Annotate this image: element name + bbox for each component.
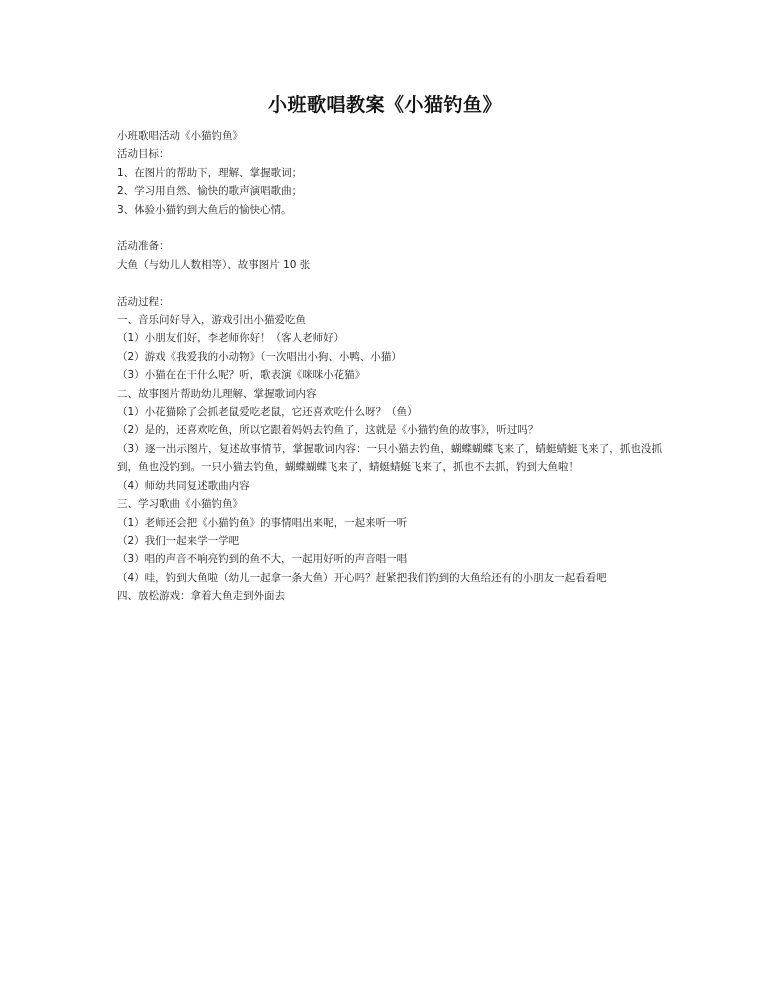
paragraph-spacer <box>117 274 662 292</box>
process-step: （3）唱的声音不响亮钓到的鱼不大，一起用好听的声音唱一唱 <box>117 553 408 566</box>
process-step: （1）小朋友们好，李老师你好！（客人老师好） <box>117 332 345 345</box>
process-step: （3）逐一出示图片，复述故事情节，掌握歌词内容：一只小猫去钓鱼，蝴蝶蝴蝶飞来了，蜻蜓蜻蜓飞来了，抓也没抓到，鱼也没钓到。一只小猫去钓鱼，蝴蝶蝴蝶飞来了，蜻蜓蜻蜓飞来了，抓也不去抓，钓到大鱼啦！ <box>117 442 662 474</box>
goal-item: 1、在图片的帮助下，理解、掌握歌词； <box>117 166 303 179</box>
process-step: （4）师幼共同复述歌曲内容 <box>117 479 250 492</box>
document-body <box>117 127 662 606</box>
process-step: （1）小花猫除了会抓老鼠爱吃老鼠，它还喜欢吃什么呀？（鱼） <box>117 406 418 419</box>
preparation-text: 大鱼（与幼儿人数相等）、故事图片 10 张 <box>117 258 311 271</box>
process-step: （2）游戏《我爱我的小动物》（一次唱出小狗、小鸭、小猫） <box>117 350 402 363</box>
process-step: （1）老师还会把《小猫钓鱼》的事情唱出来呢，一起来听一听 <box>117 516 408 529</box>
process-heading: 活动过程： <box>117 295 170 308</box>
paragraph-spacer <box>117 219 662 237</box>
goal-item: 3、体验小猫钓到大鱼后的愉快心情。 <box>117 203 292 216</box>
process-step: （2）是的，还喜欢吃鱼，所以它跟着妈妈去钓鱼了，这就是《小猫钓鱼的故事》，听过吗？ <box>117 424 539 437</box>
goals-heading: 活动目标： <box>117 148 170 161</box>
process-step: （2）我们一起来学一学吧 <box>117 534 240 547</box>
process-section-heading: 一、音乐问好导入，游戏引出小猫爱吃鱼 <box>117 314 306 327</box>
preparation-heading: 活动准备： <box>117 240 170 253</box>
page-title: 小班歌唱教案《小猫钓鱼》 <box>267 94 502 116</box>
process-step: （3）小猫在在干什么呢？听，歌表演《咪咪小花猫》 <box>117 369 366 382</box>
goal-item: 2、学习用自然、愉快的歌声演唱歌曲； <box>117 185 303 198</box>
process-section-heading: 三、学习歌曲《小猫钓鱼》 <box>117 498 243 511</box>
subtitle: 小班歌唱活动《小猫钓鱼》 <box>117 130 243 142</box>
process-section-heading: 四、放松游戏：拿着大鱼走到外面去 <box>117 590 285 603</box>
process-section-heading: 二、故事图片帮助幼儿理解、掌握歌词内容 <box>117 387 317 400</box>
process-step: （4）哇，钓到大鱼啦（幼儿一起拿一条大鱼）开心吗？赶紧把我们钓到的大鱼给还有的小朋友一起看看吧 <box>117 571 607 584</box>
